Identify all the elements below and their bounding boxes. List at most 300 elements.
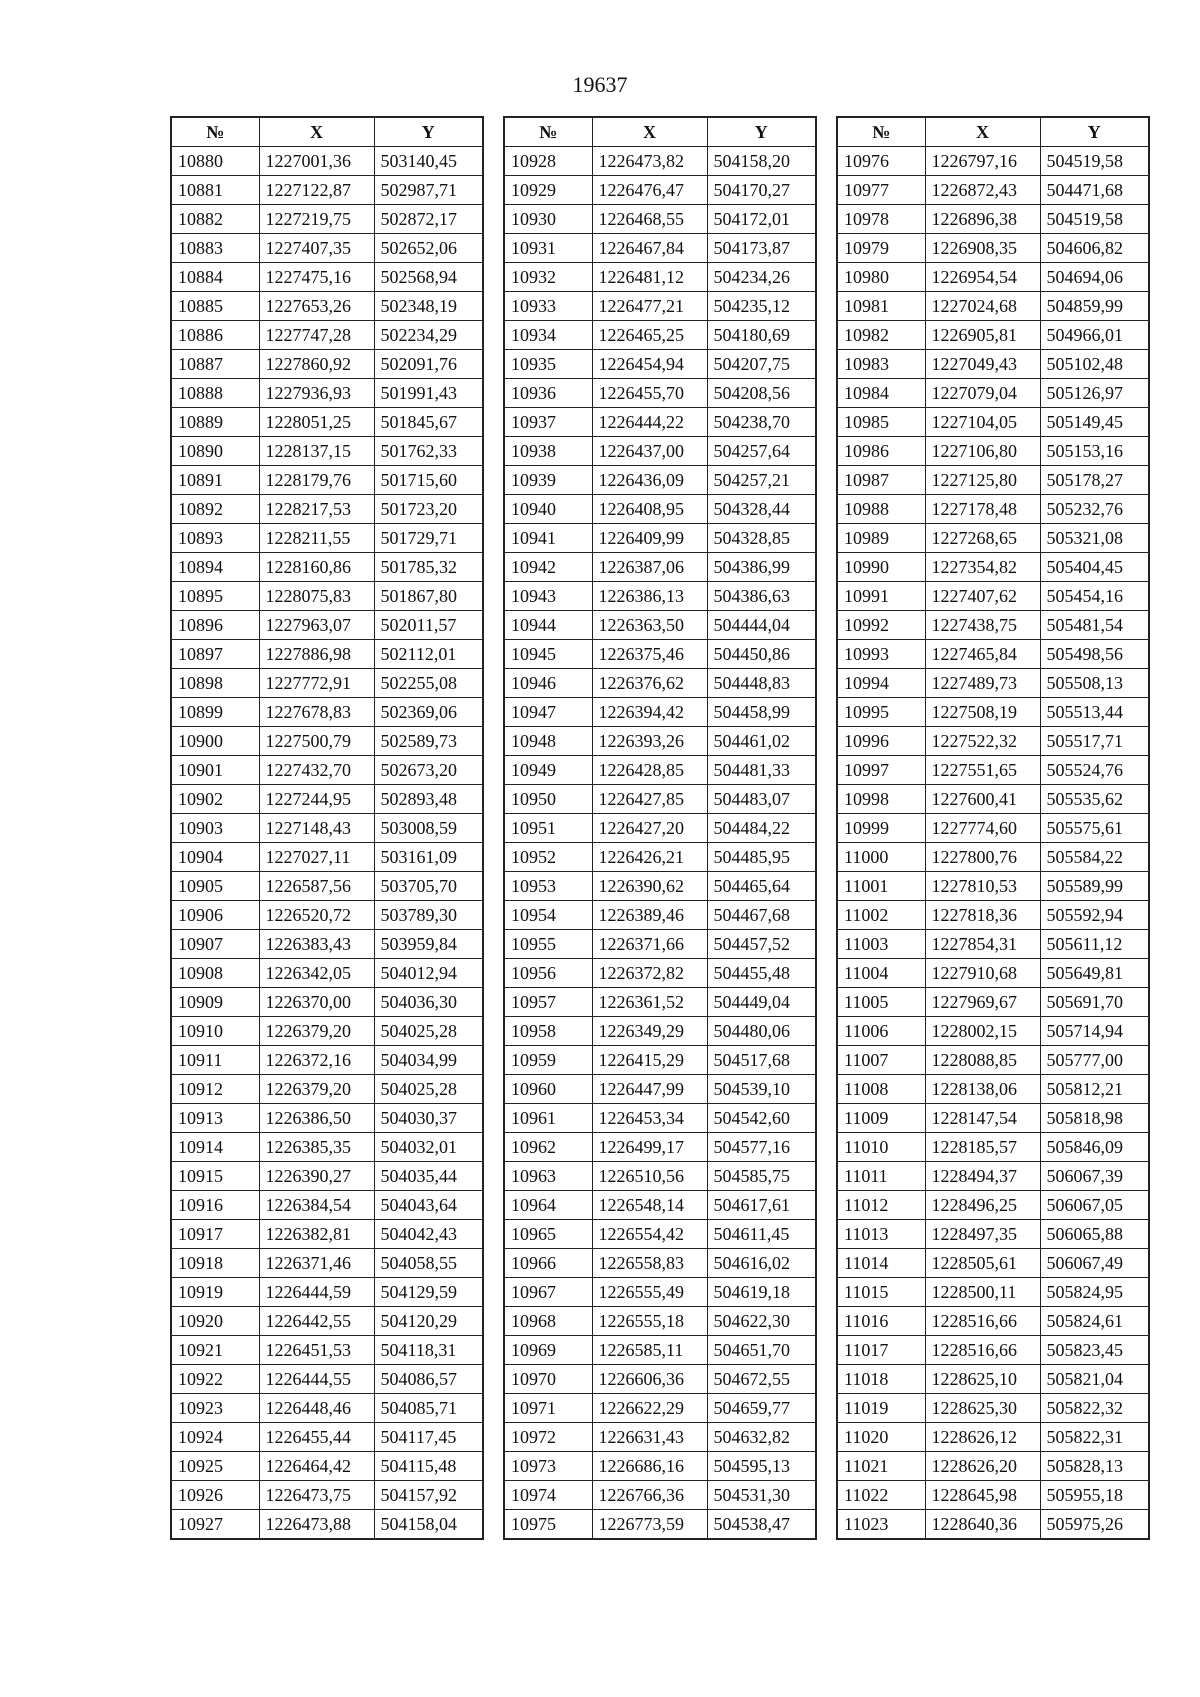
- point-number-cell: 10919: [171, 1278, 259, 1307]
- table-row: [504, 408, 816, 437]
- x-coordinate-cell: 1226390,27: [259, 1162, 374, 1191]
- x-coordinate-cell: 1228217,53: [259, 495, 374, 524]
- table-row: [504, 785, 816, 814]
- table-row: [837, 959, 1149, 988]
- point-number-cell: 10978: [837, 205, 925, 234]
- point-number-cell: 11018: [837, 1365, 925, 1394]
- point-number-cell: 11007: [837, 1046, 925, 1075]
- y-coordinate-cell: 505846,09: [1040, 1133, 1149, 1162]
- point-number-cell: 10904: [171, 843, 259, 872]
- x-coordinate-cell: 1228138,06: [925, 1075, 1040, 1104]
- x-coordinate-cell: 1226447,99: [592, 1075, 707, 1104]
- table-row: [504, 234, 816, 263]
- y-coordinate-cell: 504012,94: [374, 959, 483, 988]
- x-coordinate-cell: 1226896,38: [925, 205, 1040, 234]
- y-coordinate-cell: 505824,95: [1040, 1278, 1149, 1307]
- point-number-cell: 10963: [504, 1162, 592, 1191]
- point-number-cell: 10970: [504, 1365, 592, 1394]
- x-coordinate-cell: 1226473,88: [259, 1510, 374, 1540]
- point-number-cell: 10966: [504, 1249, 592, 1278]
- point-number-cell: 10917: [171, 1220, 259, 1249]
- point-number-cell: 10936: [504, 379, 592, 408]
- y-coordinate-cell: 504386,99: [707, 553, 816, 582]
- table-row: [837, 408, 1149, 437]
- y-coordinate-cell: 504449,04: [707, 988, 816, 1017]
- table-row: [504, 1104, 816, 1133]
- header-number: №: [504, 117, 592, 147]
- x-coordinate-cell: 1227432,70: [259, 756, 374, 785]
- x-coordinate-cell: 1228497,35: [925, 1220, 1040, 1249]
- x-coordinate-cell: 1226499,17: [592, 1133, 707, 1162]
- x-coordinate-cell: 1226444,55: [259, 1365, 374, 1394]
- y-coordinate-cell: 504208,56: [707, 379, 816, 408]
- x-coordinate-cell: 1227774,60: [925, 814, 1040, 843]
- x-coordinate-cell: 1227104,05: [925, 408, 1040, 437]
- x-coordinate-cell: 1227001,36: [259, 147, 374, 176]
- x-coordinate-cell: 1227219,75: [259, 205, 374, 234]
- y-coordinate-cell: 504471,68: [1040, 176, 1149, 205]
- point-number-cell: 10988: [837, 495, 925, 524]
- point-number-cell: 10910: [171, 1017, 259, 1046]
- table-row: [171, 437, 483, 466]
- y-coordinate-cell: 501715,60: [374, 466, 483, 495]
- x-coordinate-cell: 1226872,43: [925, 176, 1040, 205]
- x-coordinate-cell: 1227148,43: [259, 814, 374, 843]
- header-y: Y: [374, 117, 483, 147]
- table-row: [504, 147, 816, 176]
- header-x: X: [592, 117, 707, 147]
- point-number-cell: 10937: [504, 408, 592, 437]
- table-row: [171, 611, 483, 640]
- point-number-cell: 10915: [171, 1162, 259, 1191]
- y-coordinate-cell: 504032,01: [374, 1133, 483, 1162]
- table-row: [171, 843, 483, 872]
- table-row: [837, 1104, 1149, 1133]
- y-coordinate-cell: 505822,31: [1040, 1423, 1149, 1452]
- y-coordinate-cell: 505575,61: [1040, 814, 1149, 843]
- x-coordinate-cell: 1226387,06: [592, 553, 707, 582]
- table-row: [171, 1191, 483, 1220]
- point-number-cell: 10927: [171, 1510, 259, 1540]
- point-number-cell: 11001: [837, 872, 925, 901]
- y-coordinate-cell: 504651,70: [707, 1336, 816, 1365]
- table-row: [504, 1075, 816, 1104]
- x-coordinate-cell: 1226371,46: [259, 1249, 374, 1278]
- y-coordinate-cell: 504170,27: [707, 176, 816, 205]
- point-number-cell: 10934: [504, 321, 592, 350]
- point-number-cell: 10908: [171, 959, 259, 988]
- x-coordinate-cell: 1226686,16: [592, 1452, 707, 1481]
- y-coordinate-cell: 504622,30: [707, 1307, 816, 1336]
- x-coordinate-cell: 1226437,00: [592, 437, 707, 466]
- table-row: [171, 147, 483, 176]
- x-coordinate-cell: 1227106,80: [925, 437, 1040, 466]
- x-coordinate-cell: 1226342,05: [259, 959, 374, 988]
- x-coordinate-cell: 1226409,99: [592, 524, 707, 553]
- point-number-cell: 10996: [837, 727, 925, 756]
- y-coordinate-cell: 504207,75: [707, 350, 816, 379]
- point-number-cell: 10995: [837, 698, 925, 727]
- point-number-cell: 10987: [837, 466, 925, 495]
- point-number-cell: 10962: [504, 1133, 592, 1162]
- y-coordinate-cell: 501991,43: [374, 379, 483, 408]
- table-header-row: [837, 117, 1149, 147]
- x-coordinate-cell: 1226766,36: [592, 1481, 707, 1510]
- table-row: [837, 379, 1149, 408]
- table-row: [837, 1133, 1149, 1162]
- x-coordinate-cell: 1228051,25: [259, 408, 374, 437]
- point-number-cell: 10951: [504, 814, 592, 843]
- y-coordinate-cell: 502652,06: [374, 234, 483, 263]
- point-number-cell: 10991: [837, 582, 925, 611]
- point-number-cell: 10911: [171, 1046, 259, 1075]
- point-number-cell: 10999: [837, 814, 925, 843]
- x-coordinate-cell: 1226548,14: [592, 1191, 707, 1220]
- point-number-cell: 10900: [171, 727, 259, 756]
- x-coordinate-cell: 1228625,30: [925, 1394, 1040, 1423]
- x-coordinate-cell: 1228002,15: [925, 1017, 1040, 1046]
- table-header-row: [171, 117, 483, 147]
- point-number-cell: 11003: [837, 930, 925, 959]
- table-row: [171, 321, 483, 350]
- table-row: [837, 1365, 1149, 1394]
- table-row: [171, 1336, 483, 1365]
- point-number-cell: 10923: [171, 1394, 259, 1423]
- y-coordinate-cell: 504157,92: [374, 1481, 483, 1510]
- header-x: X: [925, 117, 1040, 147]
- point-number-cell: 10930: [504, 205, 592, 234]
- table-row: [837, 553, 1149, 582]
- x-coordinate-cell: 1227886,98: [259, 640, 374, 669]
- x-coordinate-cell: 1226468,55: [592, 205, 707, 234]
- y-coordinate-cell: 501845,67: [374, 408, 483, 437]
- y-coordinate-cell: 504043,64: [374, 1191, 483, 1220]
- x-coordinate-cell: 1226426,21: [592, 843, 707, 872]
- point-number-cell: 10974: [504, 1481, 592, 1510]
- table-row: [837, 147, 1149, 176]
- table-row: [171, 582, 483, 611]
- point-number-cell: 10950: [504, 785, 592, 814]
- y-coordinate-cell: 504257,64: [707, 437, 816, 466]
- table-row: [171, 1278, 483, 1307]
- table-row: [504, 263, 816, 292]
- table-row: [837, 1452, 1149, 1481]
- x-coordinate-cell: 1228075,83: [259, 582, 374, 611]
- y-coordinate-cell: 504118,31: [374, 1336, 483, 1365]
- y-coordinate-cell: 501785,32: [374, 553, 483, 582]
- table-row: [171, 727, 483, 756]
- table-row: [171, 263, 483, 292]
- table-row: [837, 1220, 1149, 1249]
- point-number-cell: 10977: [837, 176, 925, 205]
- table-row: [171, 1423, 483, 1452]
- x-coordinate-cell: 1226379,20: [259, 1017, 374, 1046]
- point-number-cell: 10985: [837, 408, 925, 437]
- point-number-cell: 10901: [171, 756, 259, 785]
- x-coordinate-cell: 1228147,54: [925, 1104, 1040, 1133]
- x-coordinate-cell: 1226363,50: [592, 611, 707, 640]
- point-number-cell: 10957: [504, 988, 592, 1017]
- table-row: [504, 1365, 816, 1394]
- x-coordinate-cell: 1228516,66: [925, 1336, 1040, 1365]
- y-coordinate-cell: 504458,99: [707, 698, 816, 727]
- x-coordinate-cell: 1226415,29: [592, 1046, 707, 1075]
- table-row: [504, 176, 816, 205]
- table-row: [837, 582, 1149, 611]
- table-row: [837, 1017, 1149, 1046]
- y-coordinate-cell: 502987,71: [374, 176, 483, 205]
- table-row: [837, 756, 1149, 785]
- y-coordinate-cell: 504538,47: [707, 1510, 816, 1540]
- point-number-cell: 10889: [171, 408, 259, 437]
- table-row: [837, 234, 1149, 263]
- y-coordinate-cell: 504235,12: [707, 292, 816, 321]
- y-coordinate-cell: 504328,44: [707, 495, 816, 524]
- y-coordinate-cell: 502872,17: [374, 205, 483, 234]
- x-coordinate-cell: 1226465,25: [592, 321, 707, 350]
- x-coordinate-cell: 1226372,16: [259, 1046, 374, 1075]
- table-row: [837, 176, 1149, 205]
- point-number-cell: 11010: [837, 1133, 925, 1162]
- point-number-cell: 10880: [171, 147, 259, 176]
- table-row: [837, 321, 1149, 350]
- point-number-cell: 11017: [837, 1336, 925, 1365]
- x-coordinate-cell: 1227049,43: [925, 350, 1040, 379]
- table-row: [171, 553, 483, 582]
- point-number-cell: 10972: [504, 1423, 592, 1452]
- table-row: [837, 785, 1149, 814]
- y-coordinate-cell: 505517,71: [1040, 727, 1149, 756]
- point-number-cell: 10882: [171, 205, 259, 234]
- point-number-cell: 10993: [837, 640, 925, 669]
- x-coordinate-cell: 1227860,92: [259, 350, 374, 379]
- y-coordinate-cell: 501723,20: [374, 495, 483, 524]
- table-row: [171, 1394, 483, 1423]
- x-coordinate-cell: 1226448,46: [259, 1394, 374, 1423]
- y-coordinate-cell: 504672,55: [707, 1365, 816, 1394]
- y-coordinate-cell: 503705,70: [374, 872, 483, 901]
- y-coordinate-cell: 504632,82: [707, 1423, 816, 1452]
- table-row: [837, 1046, 1149, 1075]
- y-coordinate-cell: 505153,16: [1040, 437, 1149, 466]
- x-coordinate-cell: 1228505,61: [925, 1249, 1040, 1278]
- table-row: [837, 524, 1149, 553]
- y-coordinate-cell: 506065,88: [1040, 1220, 1149, 1249]
- y-coordinate-cell: 504966,01: [1040, 321, 1149, 350]
- point-number-cell: 10965: [504, 1220, 592, 1249]
- x-coordinate-cell: 1228137,15: [259, 437, 374, 466]
- table-row: [837, 292, 1149, 321]
- y-coordinate-cell: 504058,55: [374, 1249, 483, 1278]
- x-coordinate-cell: 1228626,20: [925, 1452, 1040, 1481]
- point-number-cell: 11002: [837, 901, 925, 930]
- table-row: [504, 292, 816, 321]
- y-coordinate-cell: 504519,58: [1040, 147, 1149, 176]
- point-number-cell: 11009: [837, 1104, 925, 1133]
- y-coordinate-cell: 501867,80: [374, 582, 483, 611]
- x-coordinate-cell: 1227936,93: [259, 379, 374, 408]
- x-coordinate-cell: 1226464,42: [259, 1452, 374, 1481]
- x-coordinate-cell: 1228626,12: [925, 1423, 1040, 1452]
- x-coordinate-cell: 1227800,76: [925, 843, 1040, 872]
- table-row: [171, 176, 483, 205]
- table-row: [171, 495, 483, 524]
- table-row: [171, 1365, 483, 1394]
- point-number-cell: 10895: [171, 582, 259, 611]
- x-coordinate-cell: 1226477,21: [592, 292, 707, 321]
- x-coordinate-cell: 1227438,75: [925, 611, 1040, 640]
- y-coordinate-cell: 504158,04: [374, 1510, 483, 1540]
- y-coordinate-cell: 504085,71: [374, 1394, 483, 1423]
- y-coordinate-cell: 505589,99: [1040, 872, 1149, 901]
- point-number-cell: 10947: [504, 698, 592, 727]
- table-row: [504, 379, 816, 408]
- x-coordinate-cell: 1227465,84: [925, 640, 1040, 669]
- point-number-cell: 10941: [504, 524, 592, 553]
- table-row: [504, 1452, 816, 1481]
- x-coordinate-cell: 1228494,37: [925, 1162, 1040, 1191]
- x-coordinate-cell: 1226393,26: [592, 727, 707, 756]
- x-coordinate-cell: 1227354,82: [925, 553, 1040, 582]
- point-number-cell: 10935: [504, 350, 592, 379]
- table-row: [837, 901, 1149, 930]
- y-coordinate-cell: 504257,21: [707, 466, 816, 495]
- table-row: [504, 205, 816, 234]
- table-row: [171, 524, 483, 553]
- y-coordinate-cell: 504519,58: [1040, 205, 1149, 234]
- y-coordinate-cell: 505149,45: [1040, 408, 1149, 437]
- point-number-cell: 10886: [171, 321, 259, 350]
- table-row: [504, 1307, 816, 1336]
- x-coordinate-cell: 1226451,53: [259, 1336, 374, 1365]
- x-coordinate-cell: 1226954,54: [925, 263, 1040, 292]
- table-row: [171, 756, 483, 785]
- point-number-cell: 10959: [504, 1046, 592, 1075]
- y-coordinate-cell: 506067,39: [1040, 1162, 1149, 1191]
- table-row: [171, 1017, 483, 1046]
- table-row: [171, 1220, 483, 1249]
- point-number-cell: 11015: [837, 1278, 925, 1307]
- point-number-cell: 10899: [171, 698, 259, 727]
- point-number-cell: 10989: [837, 524, 925, 553]
- y-coordinate-cell: 502234,29: [374, 321, 483, 350]
- table-row: [837, 1481, 1149, 1510]
- x-coordinate-cell: 1226376,62: [592, 669, 707, 698]
- x-coordinate-cell: 1226555,18: [592, 1307, 707, 1336]
- point-number-cell: 11005: [837, 988, 925, 1017]
- y-coordinate-cell: 502568,94: [374, 263, 483, 292]
- table-row: [171, 1510, 483, 1540]
- table-row: [171, 350, 483, 379]
- y-coordinate-cell: 502369,06: [374, 698, 483, 727]
- table-row: [171, 379, 483, 408]
- x-coordinate-cell: 1227268,65: [925, 524, 1040, 553]
- x-coordinate-cell: 1227024,68: [925, 292, 1040, 321]
- x-coordinate-cell: 1227407,62: [925, 582, 1040, 611]
- y-coordinate-cell: 504238,70: [707, 408, 816, 437]
- point-number-cell: 10976: [837, 147, 925, 176]
- x-coordinate-cell: 1228211,55: [259, 524, 374, 553]
- x-coordinate-cell: 1226455,70: [592, 379, 707, 408]
- table-row: [837, 814, 1149, 843]
- x-coordinate-cell: 1226444,22: [592, 408, 707, 437]
- table-row: [504, 1394, 816, 1423]
- y-coordinate-cell: 505955,18: [1040, 1481, 1149, 1510]
- y-coordinate-cell: 505649,81: [1040, 959, 1149, 988]
- x-coordinate-cell: 1227522,32: [925, 727, 1040, 756]
- point-number-cell: 10909: [171, 988, 259, 1017]
- point-number-cell: 10942: [504, 553, 592, 582]
- y-coordinate-cell: 504485,95: [707, 843, 816, 872]
- table-row: [171, 1452, 483, 1481]
- y-coordinate-cell: 505404,45: [1040, 553, 1149, 582]
- point-number-cell: 11023: [837, 1510, 925, 1540]
- x-coordinate-cell: 1226585,11: [592, 1336, 707, 1365]
- y-coordinate-cell: 502673,20: [374, 756, 483, 785]
- table-row: [504, 698, 816, 727]
- y-coordinate-cell: 504448,83: [707, 669, 816, 698]
- point-number-cell: 10920: [171, 1307, 259, 1336]
- table-row: [504, 1046, 816, 1075]
- point-number-cell: 10885: [171, 292, 259, 321]
- y-coordinate-cell: 505232,76: [1040, 495, 1149, 524]
- coordinate-table-2: [503, 116, 817, 1540]
- x-coordinate-cell: 1227600,41: [925, 785, 1040, 814]
- point-number-cell: 11004: [837, 959, 925, 988]
- table-row: [837, 205, 1149, 234]
- x-coordinate-cell: 1226408,95: [592, 495, 707, 524]
- table-row: [837, 466, 1149, 495]
- table-row: [837, 1423, 1149, 1452]
- page-number: 19637: [572, 72, 628, 97]
- table-row: [171, 959, 483, 988]
- y-coordinate-cell: 502348,19: [374, 292, 483, 321]
- y-coordinate-cell: 506067,05: [1040, 1191, 1149, 1220]
- y-coordinate-cell: 504465,64: [707, 872, 816, 901]
- x-coordinate-cell: 1226476,47: [592, 176, 707, 205]
- table-row: [504, 553, 816, 582]
- table-row: [504, 1162, 816, 1191]
- y-coordinate-cell: 505611,12: [1040, 930, 1149, 959]
- point-number-cell: 10986: [837, 437, 925, 466]
- x-coordinate-cell: 1226554,42: [592, 1220, 707, 1249]
- table-row: [837, 1510, 1149, 1540]
- table-row: [504, 1423, 816, 1452]
- y-coordinate-cell: 506067,49: [1040, 1249, 1149, 1278]
- table-row: [504, 582, 816, 611]
- x-coordinate-cell: 1226427,20: [592, 814, 707, 843]
- table-row: [837, 1191, 1149, 1220]
- table-row: [171, 205, 483, 234]
- point-number-cell: 10948: [504, 727, 592, 756]
- point-number-cell: 10961: [504, 1104, 592, 1133]
- y-coordinate-cell: 505828,13: [1040, 1452, 1149, 1481]
- point-number-cell: 10897: [171, 640, 259, 669]
- y-coordinate-cell: 504457,52: [707, 930, 816, 959]
- point-number-cell: 10953: [504, 872, 592, 901]
- table-row: [504, 669, 816, 698]
- point-number-cell: 11022: [837, 1481, 925, 1510]
- table-row: [171, 988, 483, 1017]
- point-number-cell: 10905: [171, 872, 259, 901]
- point-number-cell: 11019: [837, 1394, 925, 1423]
- point-number-cell: 10893: [171, 524, 259, 553]
- point-number-cell: 10984: [837, 379, 925, 408]
- header-y: Y: [707, 117, 816, 147]
- table-row: [837, 437, 1149, 466]
- y-coordinate-cell: 504030,37: [374, 1104, 483, 1133]
- y-coordinate-cell: 504234,26: [707, 263, 816, 292]
